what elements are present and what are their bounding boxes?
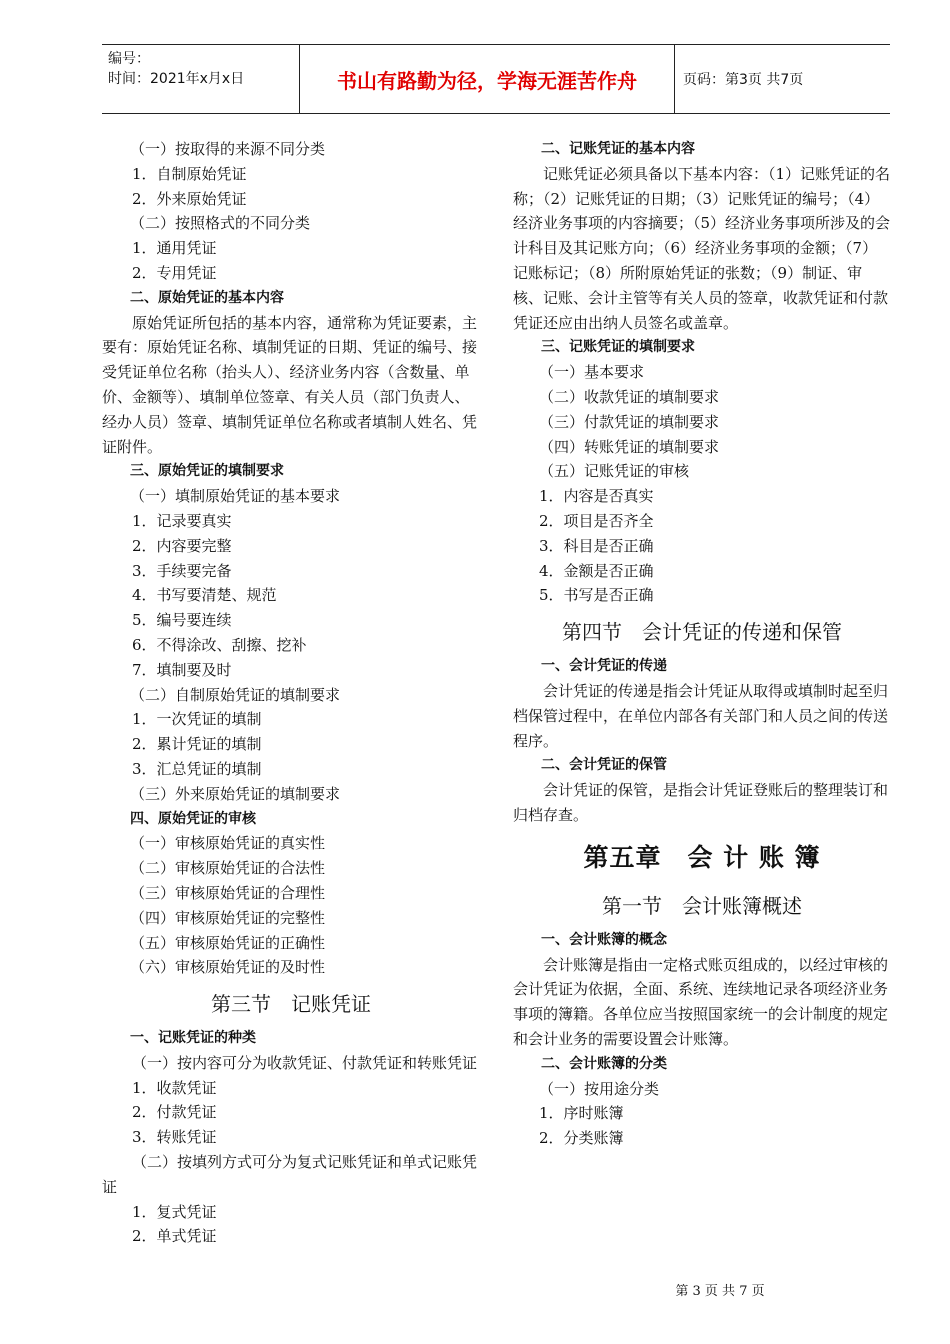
list-item: （二）按照格式的不同分类 (130, 214, 311, 233)
list-item: 3．转账凭证 (132, 1128, 217, 1147)
list-item: 2．专用凭证 (132, 263, 217, 282)
section-heading: 一、会计凭证的传递 (541, 658, 667, 675)
list-item: （一）按取得的来源不同分类 (130, 140, 326, 158)
list-item: 1．复式凭证 (132, 1202, 217, 1221)
left-column (102, 137, 480, 1249)
list-item: 2．分类账簿 (539, 1129, 624, 1148)
list-item: （一）基本要求 (539, 363, 645, 382)
section-heading: 二、原始凭证的基本内容 (130, 289, 284, 306)
list-item: 5．书写是否正确 (539, 586, 654, 605)
paragraph: （一）按内容可分为收款凭证、付款凭证和转账凭证 (132, 1053, 478, 1072)
section-title: 第四节 会计凭证的传递和保管 (562, 620, 842, 645)
list-item: 7．填制要及时 (132, 660, 232, 679)
list-item: （五）记账凭证的审核 (539, 462, 690, 481)
right-column (513, 137, 891, 1151)
list-item: （四）审核原始凭证的完整性 (130, 908, 326, 927)
paragraph: （二）按填列方式可分为复式记账凭证和单式记账凭证 (102, 1153, 478, 1196)
list-item: （二）审核原始凭证的合法性 (130, 859, 326, 878)
list-item: （一）填制原始凭证的基本要求 (130, 487, 341, 506)
list-item: 4．书写要清楚、规范 (132, 586, 277, 605)
section-heading: 二、会计凭证的保管 (541, 757, 667, 774)
list-item: 3．科目是否正确 (539, 536, 654, 555)
list-item: （五）审核原始凭证的正确性 (130, 933, 326, 952)
section-heading: 三、记账凭证的填制要求 (541, 339, 695, 356)
list-item: 1．通用凭证 (132, 239, 217, 258)
list-item: （四）转账凭证的填制要求 (539, 437, 720, 456)
chapter-title: 第五章 会 计 账 簿 (583, 842, 821, 872)
section-title: 第三节 记账凭证 (211, 992, 371, 1017)
list-item: （三）外来原始凭证的填制要求 (130, 784, 341, 803)
section-heading: 二、记账凭证的基本内容 (541, 141, 695, 157)
section-heading: 一、记账凭证的种类 (130, 1030, 256, 1047)
header-meta (102, 45, 300, 113)
time-label: 时间：2021年x月x日 (108, 71, 245, 87)
list-item: 2．单式凭证 (132, 1227, 217, 1246)
list-item: （六）审核原始凭证的及时性 (130, 958, 326, 977)
list-item: （三）审核原始凭证的合理性 (130, 883, 326, 902)
section-heading: 一、会计账簿的概念 (541, 931, 667, 948)
list-item: 2．内容要完整 (132, 536, 232, 555)
list-item: 1．一次凭证的填制 (132, 710, 262, 729)
list-item: 2．付款凭证 (132, 1103, 217, 1122)
header-motto: 书山有路勤为径，学海无涯苦作舟 (300, 45, 675, 113)
list-item: 2．外来原始凭证 (132, 189, 247, 208)
list-item: （三）付款凭证的填制要求 (539, 412, 720, 431)
section-heading: 三、原始凭证的填制要求 (130, 463, 284, 480)
list-item: 6．不得涂改、刮擦、挖补 (132, 635, 307, 654)
list-item: 1．序时账簿 (539, 1104, 624, 1123)
list-item: （二）收款凭证的填制要求 (539, 387, 720, 406)
list-item: 2．累计凭证的填制 (132, 735, 262, 754)
list-item: 4．金额是否正确 (539, 561, 654, 580)
list-item: 3．汇总凭证的填制 (132, 759, 262, 778)
list-item: 2．项目是否齐全 (539, 511, 654, 530)
list-item: 1．自制原始凭证 (132, 164, 247, 183)
code-label: 编号： (108, 51, 150, 67)
page-footer: 第 3 页 共 7 页 (675, 1284, 765, 1299)
paragraph: 会计账簿是指由一定格式账页组成的，以经过审核的会计凭证为依据，全面、系统、连续地记录各项经济业务事项的簿籍。各单位应当按照国家统一的会计制度的规定和会计业务的需要设置会计账簿。 (513, 955, 889, 1048)
list-item: 1．记录要真实 (132, 511, 232, 530)
list-item: （一）按用途分类 (539, 1079, 660, 1098)
paragraph: 会计凭证的传递是指会计凭证从取得或填制时起至归档保管过程中，在单位内部各有关部门和人员之间的传送程序。 (513, 681, 889, 750)
list-item: （一）审核原始凭证的真实性 (130, 834, 326, 853)
paragraph: 会计凭证的保管，是指会计凭证登账后的整理装订和归档存查。 (513, 781, 889, 824)
section-heading: 四、原始凭证的审核 (130, 810, 256, 827)
list-item: 1．内容是否真实 (539, 487, 654, 506)
list-item: （二）自制原始凭证的填制要求 (130, 685, 341, 704)
paragraph: 原始凭证所包括的基本内容，通常称为凭证要素，主要有：原始凭证名称、填制凭证的日期、凭证的编号、接受凭证单位名称（抬头人）、经济业务内容（含数量、单价、金额等）、填制单位签章、有关人员（部门负责人、经办人员）签章、填制凭证单位名称或者填制人姓名、凭证附件。 (102, 313, 478, 456)
list-item: 3．手续要完备 (132, 561, 232, 580)
list-item: 5．编号要连续 (132, 611, 232, 630)
section-title: 第一节 会计账簿概述 (602, 893, 802, 918)
paragraph: 记账凭证必须具备以下基本内容：（1）记账凭证的名称；（2）记账凭证的日期；（3）记账凭证的编号；（4）经济业务事项的内容摘要；（5）经济业务事项所涉及的会计科目及其记账方向；（6）经济业务事项的金额；（7）记账标记；（8）所附原始凭证的张数；（9）制证、审核、记账、会计主管等有关人员的签章，收款凭证和付款凭证还应由出纳人员签名或盖章。 (513, 164, 891, 332)
header-page-label: 页码：第3页 共7页 (683, 72, 804, 88)
section-heading: 二、会计账簿的分类 (541, 1055, 667, 1072)
list-item: 1．收款凭证 (132, 1078, 217, 1097)
page-header (102, 44, 890, 114)
